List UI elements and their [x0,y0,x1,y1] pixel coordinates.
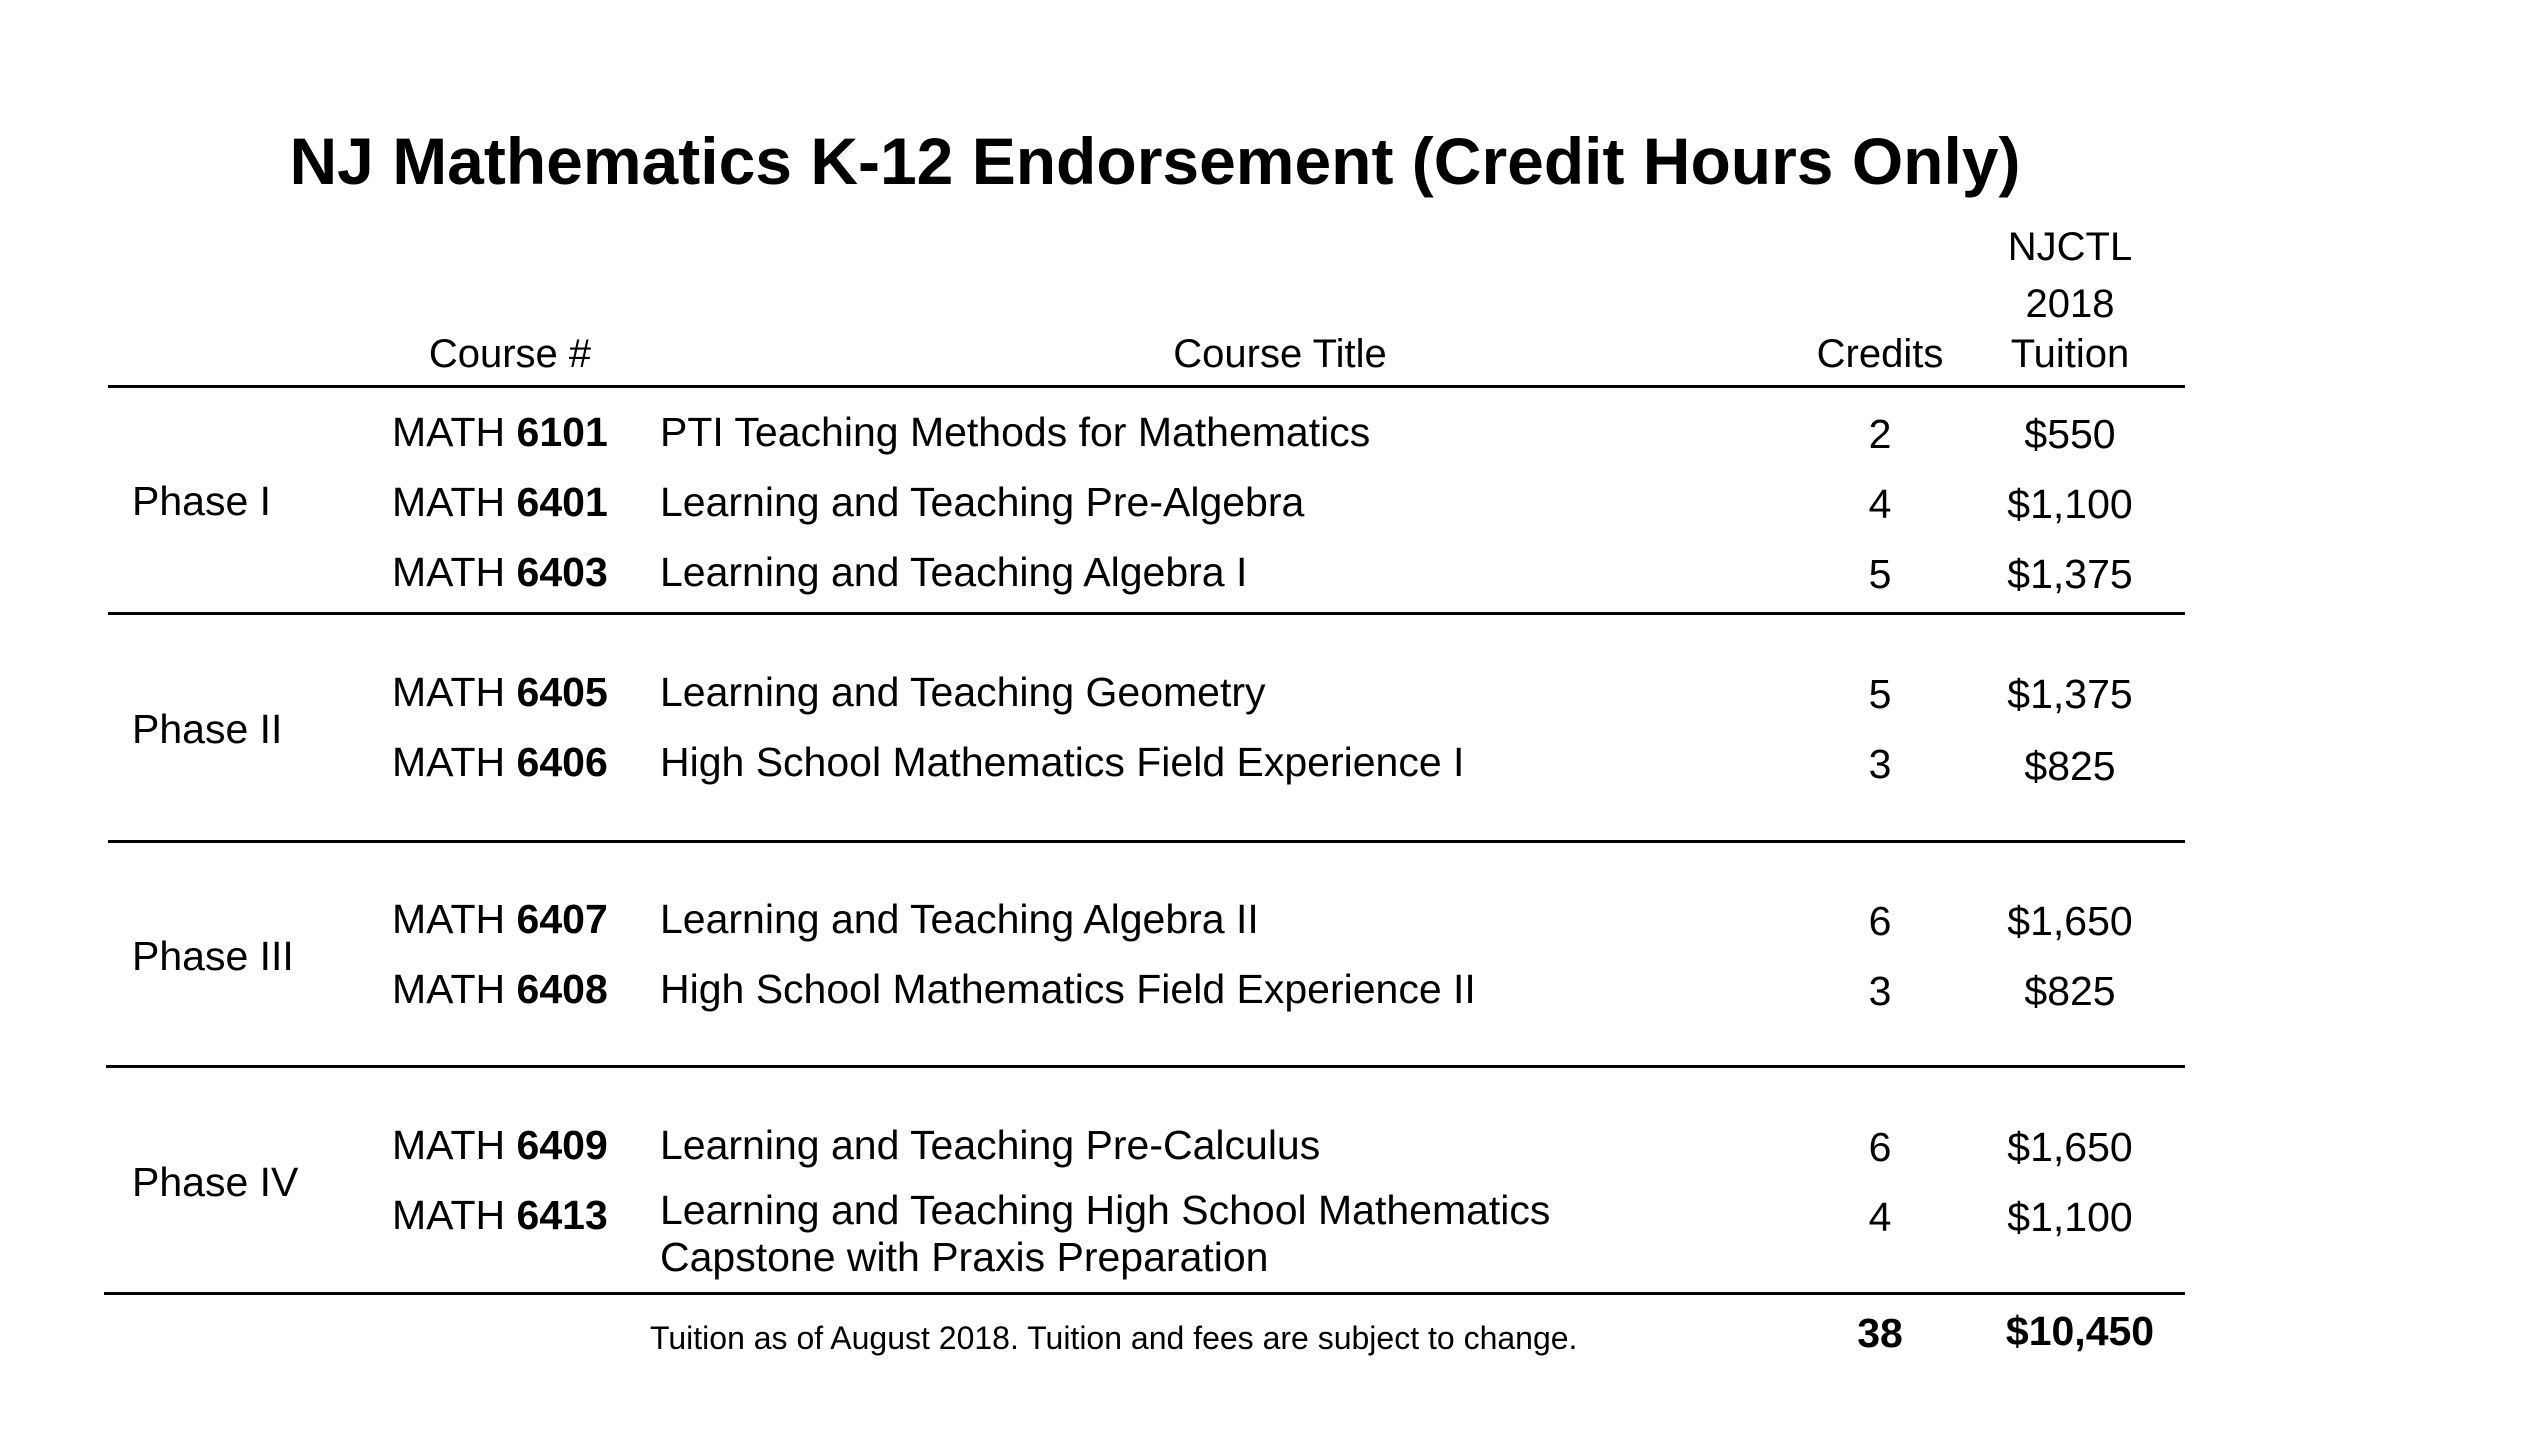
course-credits: 3 [1868,968,1892,1014]
course-tuition: $1,100 [2007,481,2133,527]
course-title: Learning and Teaching Algebra II [660,896,1259,942]
course-credits: 5 [1868,671,1892,717]
course-title: Learning and Teaching Algebra I [660,549,1248,595]
course-code: MATH 6101 [392,409,608,455]
course-credits: 4 [1868,481,1892,527]
course-code: MATH 6413 [392,1192,608,1238]
course-tuition: $825 [2024,968,2116,1014]
header-course-title: Course Title [1173,332,1387,376]
course-code: MATH 6408 [392,966,608,1012]
course-credits: 3 [1868,741,1892,787]
course-tuition: $1,650 [2007,898,2133,944]
page-title: NJ Mathematics K-12 Endorsement (Credit Hours Only) [289,124,2021,198]
phase-label: Phase III [132,933,294,979]
course-tuition: $1,375 [2007,551,2133,597]
total-tuition: $10,450 [2005,1308,2155,1354]
course-credits: 4 [1868,1194,1892,1240]
phase-divider [106,1065,2185,1068]
course-tuition: $1,375 [2007,671,2133,717]
course-credits: 2 [1868,411,1892,457]
table-bottom-rule [104,1292,2185,1295]
course-tuition: $550 [2024,411,2116,457]
phase-label: Phase IV [132,1159,299,1205]
course-code: MATH 6403 [392,549,608,595]
course-code: MATH 6407 [392,896,608,942]
course-title: High School Mathematics Field Experience I [660,739,1465,785]
course-credits: 5 [1868,551,1892,597]
course-code: MATH 6409 [392,1122,608,1168]
phase-label: Phase II [132,706,283,752]
footnote: Tuition as of August 2018. Tuition and fees are subject to change. [650,1320,1578,1356]
course-tuition: $1,650 [2007,1124,2133,1170]
course-title: Learning and Teaching Geometry [660,669,1266,715]
header-credits: Credits [1816,332,1944,376]
header-tuition-line1: NJCTL [2007,225,2133,269]
course-code: MATH 6405 [392,669,608,715]
course-title: Learning and Teaching High School Mathematics [660,1187,1551,1233]
course-title: High School Mathematics Field Experience II [660,966,1476,1012]
course-tuition: $1,100 [2007,1194,2133,1240]
course-code: MATH 6401 [392,479,608,525]
total-credits: 38 [1857,1310,1903,1356]
header-tuition-line2: 2018 [2025,282,2115,326]
phase-divider [108,840,2185,843]
phase-label: Phase I [132,478,272,524]
course-credits: 6 [1868,898,1892,944]
header-tuition-line3: Tuition [2010,332,2130,376]
header-course-number: Course # [428,332,592,376]
course-tuition: $825 [2024,743,2116,789]
header-rule [108,385,2185,388]
course-title: PTI Teaching Methods for Mathematics [660,409,1371,455]
course-title: Learning and Teaching Pre-Calculus [660,1122,1321,1168]
course-title: Learning and Teaching Pre-Algebra [660,479,1305,525]
course-credits: 6 [1868,1124,1892,1170]
course-title-line2: Capstone with Praxis Preparation [660,1234,1269,1280]
course-code: MATH 6406 [392,739,608,785]
phase-divider [108,612,2185,615]
